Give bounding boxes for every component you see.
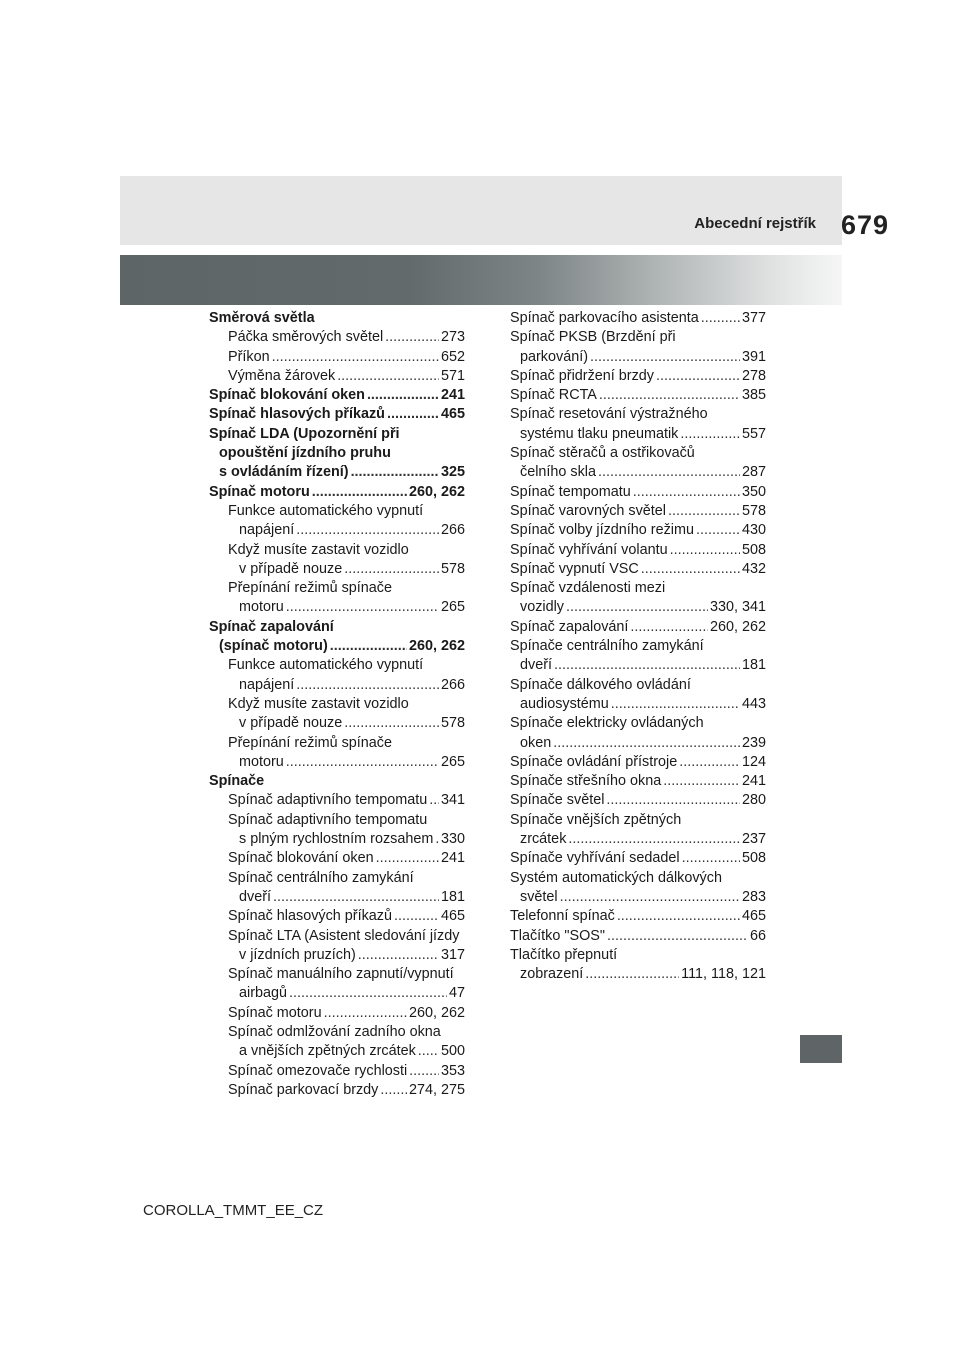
- index-page-ref: 241: [741, 773, 766, 790]
- dot-leader: [286, 598, 439, 617]
- index-entry: [510, 907, 766, 926]
- index-page-ref: 430: [741, 522, 766, 539]
- dot-leader: [633, 483, 740, 502]
- index-entry-text: Spínač blokování oken: [209, 387, 365, 404]
- index-entry-text: Spínače centrálního zamykání: [510, 638, 704, 655]
- index-entry: [209, 984, 465, 1003]
- index-page-ref: 508: [741, 541, 766, 558]
- index-page-ref: 283: [741, 888, 766, 905]
- dot-leader: [566, 598, 708, 617]
- index-entry-text: zrcátek: [520, 831, 567, 848]
- index-entry: [209, 849, 465, 868]
- index-entry-text: Spínač parkovací brzdy: [228, 1081, 379, 1098]
- index-entry-text: Funkce automatického vypnutí: [228, 657, 424, 674]
- page-number: 679: [840, 210, 889, 240]
- index-entry: [510, 502, 766, 521]
- index-entry-text: systému tlaku pneumatik: [520, 425, 679, 442]
- index-entry-text: dveří: [239, 888, 271, 905]
- index-entry-text: s ovládáním řízení): [219, 464, 349, 481]
- footer-document-code: COROLLA_TMMT_EE_CZ: [143, 1202, 324, 1219]
- index-entry: [510, 598, 766, 617]
- dot-leader: [553, 734, 740, 753]
- index-entry-text: napájení: [239, 522, 295, 539]
- index-entry-text: Spínač hlasových příkazů: [209, 406, 385, 423]
- index-entry-text: zobrazení: [520, 966, 584, 983]
- index-entry: [510, 656, 766, 675]
- index-entry-text: s plným rychlostním rozsahem: [239, 831, 434, 848]
- index-entry-text: Spínač hlasových příkazů: [228, 908, 392, 925]
- index-entry: [510, 483, 766, 502]
- index-entry: [209, 405, 465, 424]
- dot-leader: [680, 425, 740, 444]
- index-entry: [209, 753, 465, 772]
- index-page-ref: 260, 262: [408, 483, 465, 500]
- index-column-left: [209, 309, 465, 1100]
- index-entry-text: Spínač zapalování: [510, 618, 629, 635]
- dot-leader: [344, 560, 439, 579]
- index-page-ref: 465: [741, 908, 766, 925]
- dot-leader: [598, 463, 740, 482]
- dot-leader: [330, 637, 407, 656]
- index-entry: [209, 1081, 465, 1100]
- index-entry-text: Spínače vyhřívání sedadel: [510, 850, 680, 867]
- index-entry: [510, 348, 766, 367]
- index-page-ref: 274, 275: [408, 1081, 465, 1098]
- index-entry: [209, 1023, 465, 1042]
- index-entry-text: Spínač motoru: [209, 483, 310, 500]
- index-entry-text: Spínač stěračů a ostřikovačů: [510, 445, 695, 462]
- index-entry: [209, 869, 465, 888]
- index-entry: [510, 714, 766, 733]
- index-entry-text: Funkce automatického vypnutí: [228, 502, 424, 519]
- index-entry: [510, 309, 766, 328]
- dot-leader: [272, 348, 439, 367]
- index-entry: [510, 946, 766, 965]
- index-entry-text: Spínač omezovače rychlosti: [228, 1062, 408, 1079]
- index-entry: [510, 405, 766, 424]
- index-entry: [209, 444, 465, 463]
- index-entry: [209, 772, 465, 791]
- dot-leader: [701, 309, 740, 328]
- index-entry-text: Páčka směrových světel: [228, 329, 384, 346]
- dot-leader: [599, 386, 740, 405]
- index-entry-text: Výměna žárovek: [228, 367, 336, 384]
- index-entry: [510, 676, 766, 695]
- index-entry: [510, 695, 766, 714]
- index-entry: [209, 927, 465, 946]
- dot-leader: [568, 830, 740, 849]
- dot-leader: [641, 560, 740, 579]
- index-page-ref: 350: [741, 483, 766, 500]
- index-page-ref: 385: [741, 387, 766, 404]
- index-entry: [209, 656, 465, 675]
- index-entry: [510, 444, 766, 463]
- index-entry-text: Spínač resetování výstražného: [510, 406, 708, 423]
- index-entry: [510, 637, 766, 656]
- dot-leader: [656, 367, 740, 386]
- index-entry-text: opouštění jízdního pruhu: [219, 445, 391, 462]
- index-entry: [510, 579, 766, 598]
- index-entry-text: v jízdních pruzích): [239, 946, 356, 963]
- index-entry-text: napájení: [239, 676, 295, 693]
- index-entry-text: Spínač PKSB (Brzdění při: [510, 329, 676, 346]
- index-entry-text: Směrová světla: [209, 310, 315, 326]
- index-entry-text: Spínače: [209, 773, 265, 790]
- index-page-ref: 266: [440, 676, 465, 693]
- index-entry: [510, 811, 766, 830]
- index-entry: [209, 1042, 465, 1061]
- index-entry-text: motoru: [239, 753, 284, 770]
- index-entry: [510, 734, 766, 753]
- index-entry-text: Spínače dálkového ovládání: [510, 676, 691, 693]
- index-page-ref: 181: [440, 888, 465, 905]
- index-entry: [510, 927, 766, 946]
- index-entry-text: Spínač blokování oken: [228, 850, 374, 867]
- index-entry: [510, 328, 766, 347]
- index-entry: [510, 425, 766, 444]
- index-entry-text: Příkon: [228, 348, 270, 365]
- index-entry: [510, 618, 766, 637]
- index-entry-text: Spínače střešního okna: [510, 773, 662, 790]
- index-entry-text: Spínač adaptivního tempomatu: [228, 811, 428, 828]
- dot-leader: [337, 367, 439, 386]
- index-entry-text: Spínač přidržení brzdy: [510, 367, 654, 384]
- index-page-ref: 353: [440, 1062, 465, 1079]
- index-page-ref: 241: [440, 850, 465, 867]
- index-entry-text: Spínač vzdálenosti mezi: [510, 580, 666, 597]
- index-page-ref: 652: [440, 348, 465, 365]
- index-entry: [209, 367, 465, 386]
- index-entry: [209, 791, 465, 810]
- dot-leader: [394, 907, 439, 926]
- index-entry: [209, 463, 465, 482]
- index-page-ref: 500: [440, 1043, 465, 1060]
- index-entry-text: Spínač motoru: [228, 1004, 322, 1021]
- index-entry: [209, 1062, 465, 1081]
- index-entry-text: Spínač vypnutí VSC: [510, 560, 639, 577]
- index-entry-text: Spínače světel: [510, 792, 605, 809]
- index-entry-text: dveří: [520, 657, 552, 674]
- index-entry: [209, 676, 465, 695]
- index-entry: [209, 1004, 465, 1023]
- index-entry-text: Spínač LTA (Asistent sledování jízdy: [228, 927, 460, 944]
- dot-leader: [289, 984, 447, 1003]
- index-entry-text: Tlačítko přepnutí: [510, 946, 618, 963]
- index-page-ref: 66: [749, 927, 766, 944]
- index-page-ref: 508: [741, 850, 766, 867]
- index-page-ref: 391: [741, 348, 766, 365]
- dot-leader: [429, 791, 439, 810]
- dot-leader: [344, 714, 439, 733]
- index-page-ref: 578: [440, 715, 465, 732]
- index-entry: [209, 598, 465, 617]
- dot-leader: [607, 927, 748, 946]
- index-entry: [209, 946, 465, 965]
- index-entry-text: Tlačítko "SOS": [510, 927, 605, 944]
- dot-leader: [367, 386, 439, 405]
- index-entry: [209, 637, 465, 656]
- dot-leader: [630, 618, 708, 637]
- index-entry-text: Spínač centrálního zamykání: [228, 869, 414, 886]
- index-entry: [510, 830, 766, 849]
- dot-leader: [358, 946, 439, 965]
- dot-leader: [376, 849, 439, 868]
- index-entry-text: Když musíte zastavit vozidlo: [228, 695, 409, 712]
- index-entry: [209, 502, 465, 521]
- dot-leader: [611, 695, 740, 714]
- index-entry: [209, 618, 465, 637]
- index-entry-text: v případě nouze: [239, 560, 343, 577]
- index-entry: [209, 965, 465, 984]
- dot-leader: [663, 772, 740, 791]
- index-page-ref: 330: [440, 831, 465, 848]
- index-page-ref: 111, 118, 121: [681, 966, 766, 983]
- dot-leader: [696, 521, 740, 540]
- index-entry: [209, 541, 465, 560]
- index-entry-text: Spínače ovládání přístroje: [510, 753, 678, 770]
- index-page-ref: 241: [440, 387, 465, 404]
- index-entry-text: Spínač varovných světel: [510, 502, 666, 519]
- dot-leader: [286, 753, 439, 772]
- section-title: Abecední rejstřík: [694, 215, 816, 232]
- index-entry-text: Spínače elektricky ovládaných: [510, 715, 704, 732]
- index-page-ref: 266: [440, 522, 465, 539]
- index-page-ref: 237: [741, 831, 766, 848]
- index-page-ref: 557: [741, 425, 766, 442]
- index-entry: [510, 463, 766, 482]
- header-band: [120, 176, 842, 245]
- dot-leader: [351, 463, 439, 482]
- index-entry-text: airbagů: [239, 985, 288, 1002]
- index-page-ref: 432: [741, 560, 766, 577]
- index-entry: [209, 579, 465, 598]
- dot-leader: [296, 676, 439, 695]
- index-entry: [209, 560, 465, 579]
- index-page-ref: 317: [440, 946, 465, 963]
- index-page-ref: 265: [440, 753, 465, 770]
- index-entry-text: Spínač LDA (Upozornění při: [209, 425, 400, 442]
- index-entry-text: oken: [520, 734, 552, 751]
- index-page-ref: 341: [440, 792, 465, 809]
- chapter-side-tab: [800, 1035, 842, 1063]
- index-entry-text: motoru: [239, 599, 284, 616]
- index-page-ref: 280: [741, 792, 766, 809]
- index-page-ref: 325: [440, 464, 465, 481]
- index-entry-text: (spínač motoru): [219, 638, 328, 655]
- dot-leader: [409, 1062, 439, 1081]
- index-entry-text: a vnějších zpětných zrcátek: [239, 1043, 416, 1060]
- index-entry: [510, 869, 766, 888]
- index-entry-text: Spínač odmlžování zadního okna: [228, 1023, 441, 1040]
- index-entry: [209, 425, 465, 444]
- dot-leader: [670, 541, 740, 560]
- index-entry-text: Spínač zapalování: [209, 618, 334, 635]
- dot-leader: [380, 1081, 407, 1100]
- index-entry: [209, 888, 465, 907]
- index-page-ref: 278: [741, 367, 766, 384]
- index-entry: [209, 521, 465, 540]
- index-entry-text: Přepínání režimů spínače: [228, 580, 392, 597]
- index-page-ref: 571: [440, 367, 465, 384]
- dot-leader: [387, 405, 439, 424]
- index-entry: [510, 367, 766, 386]
- dot-leader: [679, 753, 740, 772]
- index-entry: [209, 714, 465, 733]
- index-entry-text: audiosystému: [520, 695, 609, 712]
- dot-leader: [590, 348, 740, 367]
- index-entry-text: Když musíte zastavit vozidlo: [228, 541, 409, 558]
- index-page-ref: 443: [741, 695, 766, 712]
- index-entry: [209, 830, 465, 849]
- dot-leader: [560, 888, 740, 907]
- dot-leader: [312, 483, 407, 502]
- index-entry-text: Spínače vnějších zpětných: [510, 811, 682, 828]
- index-entry-text: Spínač RCTA: [510, 387, 597, 404]
- index-entry: [209, 483, 465, 502]
- index-page-ref: 239: [741, 734, 766, 751]
- index-entry-text: Spínač volby jízdního režimu: [510, 522, 694, 539]
- index-page-ref: 377: [741, 310, 766, 326]
- index-page-ref: 260, 262: [408, 638, 465, 655]
- index-entry-text: Spínač adaptivního tempomatu: [228, 792, 428, 809]
- index-entry-text: Spínač manuálního zapnutí/vypnutí: [228, 966, 454, 983]
- index-entry: [510, 560, 766, 579]
- index-entry: [510, 791, 766, 810]
- index-page-ref: 578: [440, 560, 465, 577]
- index-page-ref: 265: [440, 599, 465, 616]
- index-entry-text: Telefonní spínač: [510, 908, 615, 925]
- index-entry-text: Spínač parkovacího asistenta: [510, 310, 699, 326]
- index-page-ref: 260, 262: [709, 618, 766, 635]
- dot-leader: [617, 907, 740, 926]
- index-entry: [209, 907, 465, 926]
- index-entry-text: světel: [520, 888, 558, 905]
- index-entry: [510, 541, 766, 560]
- index-page-ref: 181: [741, 657, 766, 674]
- dot-leader: [585, 965, 679, 984]
- index-entry: [510, 753, 766, 772]
- dot-leader: [385, 328, 439, 347]
- index-page-ref: 330, 341: [709, 599, 766, 616]
- index-page-ref: 260, 262: [408, 1004, 465, 1021]
- index-entry: [209, 348, 465, 367]
- dot-leader: [418, 1042, 439, 1061]
- index-entry: [510, 888, 766, 907]
- index-page-ref: 287: [741, 464, 766, 481]
- index-entry: [510, 965, 766, 984]
- dot-leader: [435, 830, 439, 849]
- index-entry: [209, 734, 465, 753]
- index-entry: [510, 772, 766, 791]
- index-page-ref: 47: [448, 985, 465, 1002]
- index-page-ref: 578: [741, 502, 766, 519]
- index-entry: [510, 521, 766, 540]
- index-entry-text: parkování): [520, 348, 588, 365]
- index-page-ref: 465: [440, 908, 465, 925]
- dot-leader: [296, 521, 439, 540]
- index-entry: [209, 309, 465, 328]
- dot-leader: [668, 502, 740, 521]
- index-column-right: [510, 309, 766, 984]
- index-entry: [209, 695, 465, 714]
- index-entry: [510, 849, 766, 868]
- index-entry-text: Spínač tempomatu: [510, 483, 631, 500]
- dot-leader: [606, 791, 740, 810]
- header-gradient-bar: [120, 255, 842, 305]
- index-entry-text: Systém automatických dálkových: [510, 869, 722, 886]
- index-entry: [209, 811, 465, 830]
- index-entry: [209, 328, 465, 347]
- index-page-ref: 273: [440, 329, 465, 346]
- dot-leader: [324, 1004, 407, 1023]
- dot-leader: [682, 849, 740, 868]
- dot-leader: [273, 888, 439, 907]
- dot-leader: [554, 656, 740, 675]
- index-entry-text: vozidly: [520, 599, 564, 616]
- index-page-ref: 124: [741, 753, 766, 770]
- index-entry-text: v případě nouze: [239, 715, 343, 732]
- index-entry-text: čelního skla: [520, 464, 596, 481]
- index-entry-text: Přepínání režimů spínače: [228, 734, 392, 751]
- index-entry: [209, 386, 465, 405]
- index-entry: [510, 386, 766, 405]
- index-page-ref: 465: [440, 406, 465, 423]
- index-entry-text: Spínač vyhřívání volantu: [510, 541, 668, 558]
